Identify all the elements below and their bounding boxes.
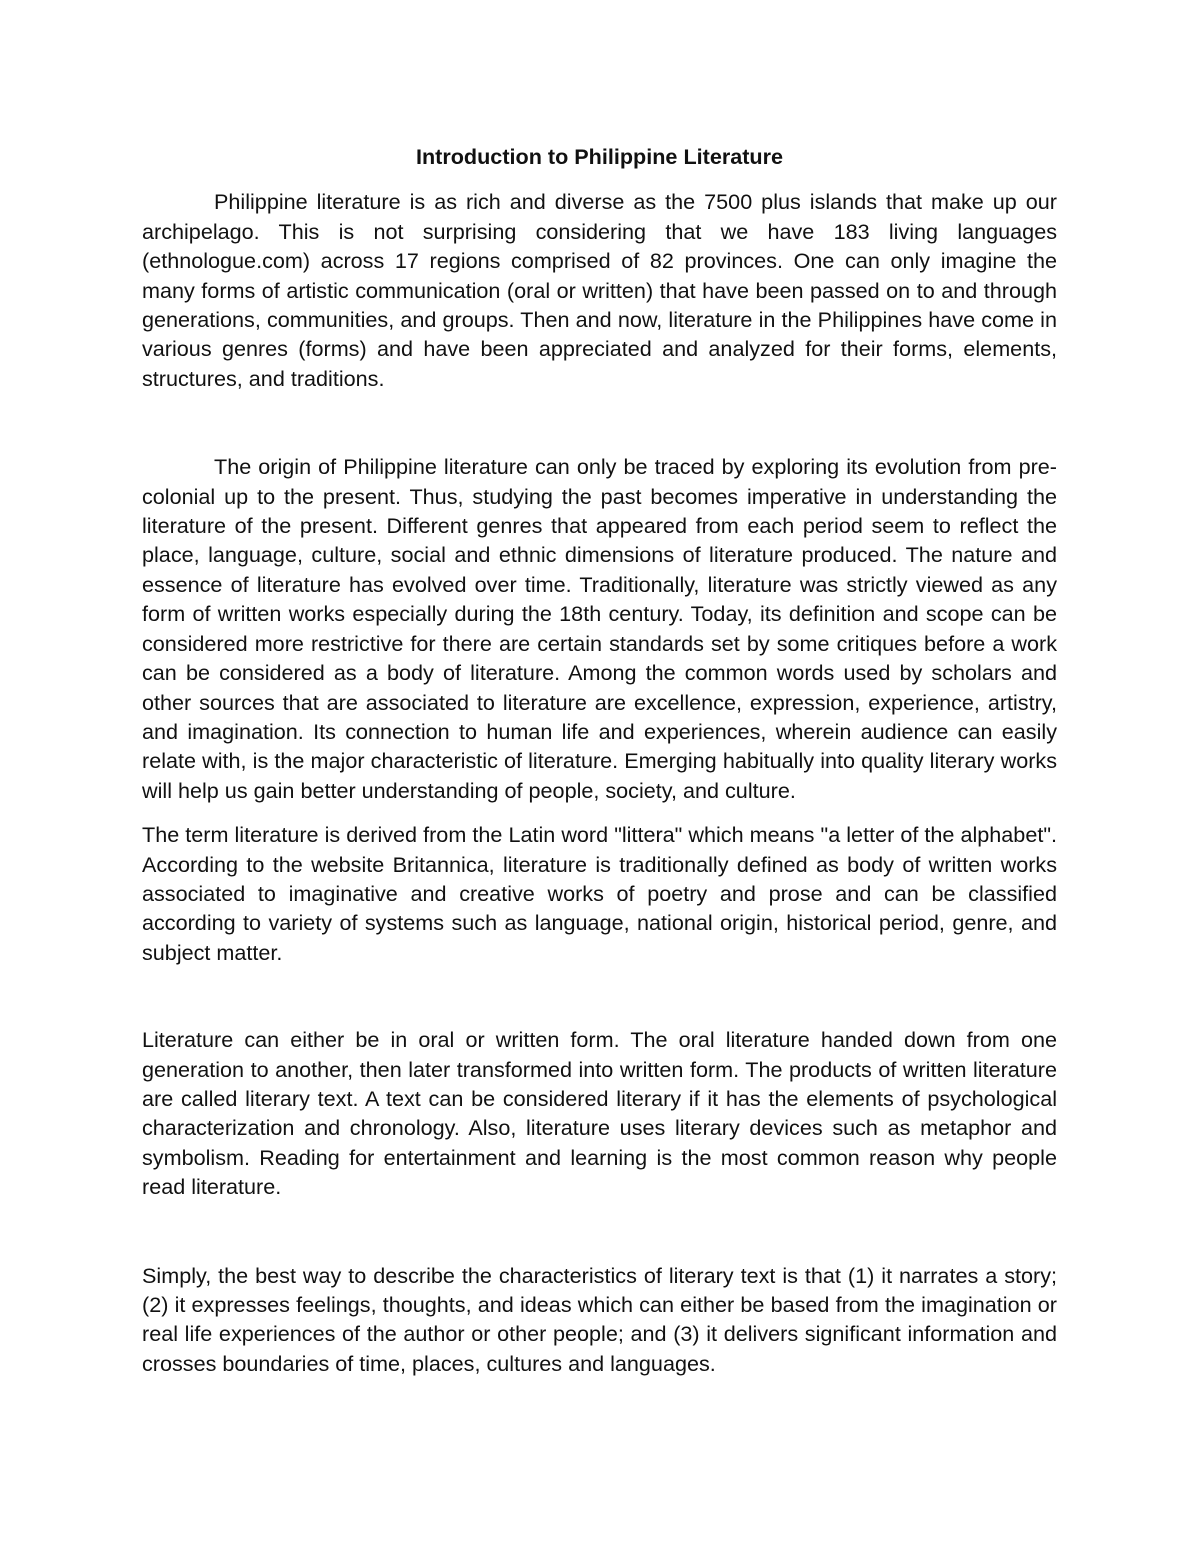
paragraph-term: The term literature is derived from the Latin word "littera" which means "a letter of the alphabet". According to the website Britannica, literature is traditionally defined as body of written works associated to imaginative and creative works of poetry and prose and can be classified according to variety of systems such as language, national origin, historical period, genre, and subject matter. <box>142 822 1057 965</box>
paragraph-characteristics: Simply, the best way to describe the characteristics of literary text is that (1) it narrates a story; (2) it expresses feelings, thoughts, and ideas which can either be based from the imagination or real life experiences of the author or other people; and (3) it delivers significant information and crosses boundaries of time, places, cultures and languages. <box>142 1262 1057 1376</box>
paragraph-intro: Philippine literature is as rich and diverse as the 7500 plus islands that make up our archipelago. This is not surprising considering that we have 183 living languages (ethnologue.com) across 17 regions comprised of 82 provinces. One can only imagine the many forms of artistic communication (oral or written) that have been passed on to and through generations, communities, and groups. Then and now, literature in the Philippines have come in various genres (forms) and have been appreciated and analyzed for their forms, elements, structures, and traditions. <box>142 189 1057 391</box>
document-title: Introduction to Philippine Literature <box>415 144 784 169</box>
paragraph-forms: Literature can either be in oral or written form. The oral literature handed down from one generation to another, then later transformed into written form. The products of written literature are called literary text. A text can be considered literary if it has the elements of psychological characterization and chronology. Also, literature uses literary devices such as metaphor and symbolism. Reading for entertainment and learning is the most common reason why people read literature. <box>142 1027 1057 1200</box>
document-page <box>142 142 1057 1378</box>
paragraph-origin: The origin of Philippine literature can only be traced by exploring its evolution from pre-colonial up to the present. Thus, studying the past becomes imperative in understanding the literature of the present. Different genres that appeared from each period seem to reflect the place, language, culture, social and ethnic dimensions of literature produced. The nature and essence of literature has evolved over time. Traditionally, literature was strictly viewed as any form of written works especially during the 18th century. Today, its definition and scope can be considered more restrictive for there are certain standards set by some critiques before a work can be considered as a body of literature. Among the common words used by scholars and other sources that are associated to literature are excellence, expression, experience, artistry, and imagination. Its connection to human life and experiences, wherein audience can easily relate with, is the major characteristic of literature. Emerging habitually into quality literary works will help us gain better understanding of people, society, and culture. <box>142 454 1057 803</box>
